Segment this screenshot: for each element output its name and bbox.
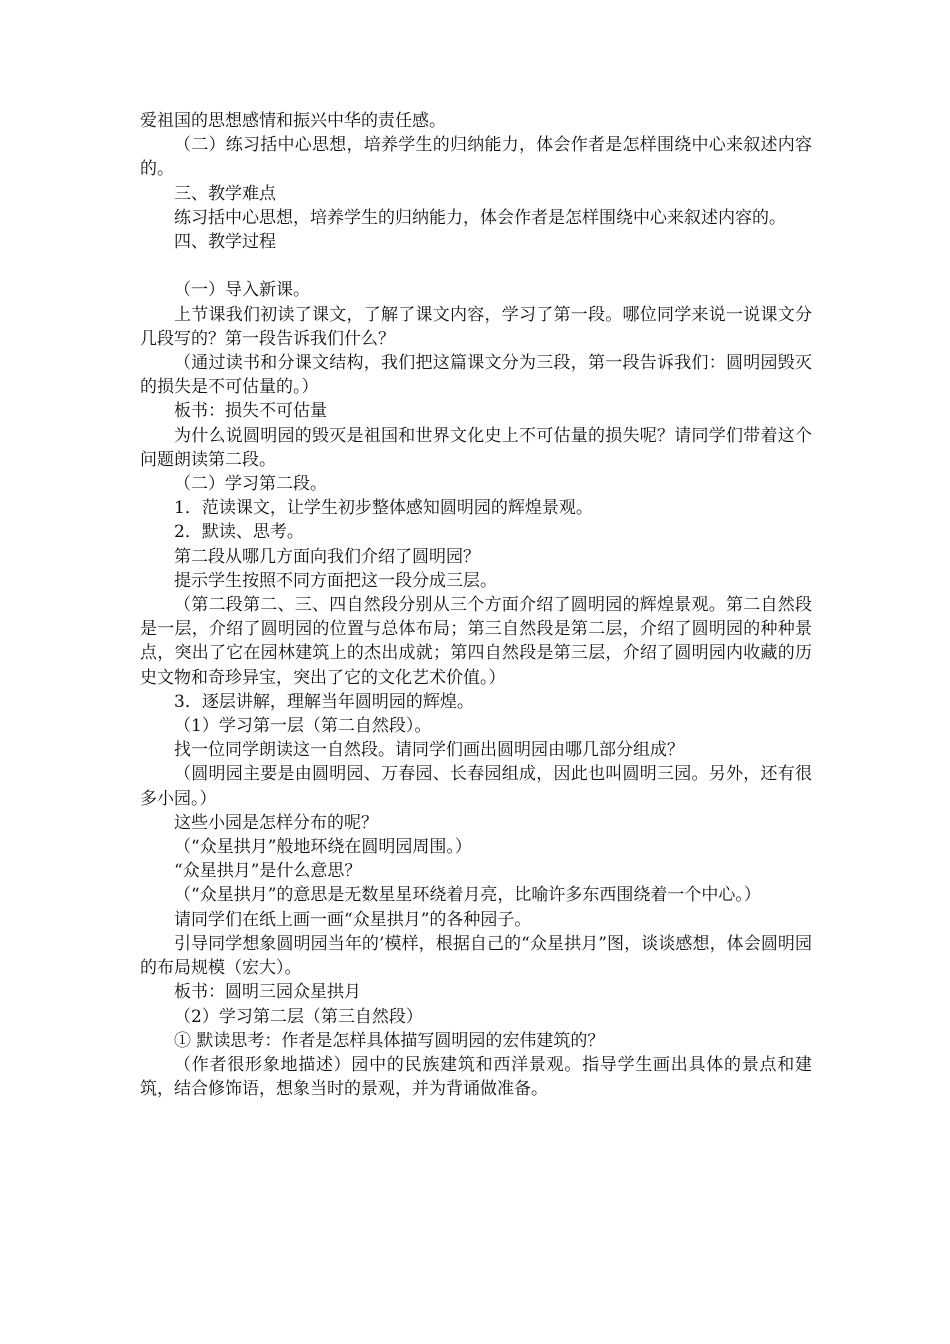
paragraph: （圆明园主要是由圆明园、万春园、长春园组成，因此也叫圆明三园。另外，还有很多小园。）: [140, 764, 812, 809]
paragraph: “众星拱月”是什么意思？: [174, 861, 362, 882]
document-page: [140, 109, 812, 1101]
paragraph: （二）学习第二段。: [174, 474, 327, 495]
paragraph: 3．逐层讲解，理解当年圆明园的辉煌。: [174, 691, 474, 712]
paragraph: （1）学习第一层（第二自然段）。: [174, 716, 432, 737]
paragraph: 爱祖国的思想感情和振兴中华的责任感。: [140, 111, 446, 131]
paragraph: ① 默读思考：作者是怎样具体描写圆明园的宏伟建筑的？: [174, 1030, 605, 1051]
paragraph: 引导同学想象圆明园当年的’模样，根据自己的“众星拱月”图，谈谈感想，体会圆明园的布局规模（宏大）。: [140, 933, 812, 979]
paragraph: （第二段第二、三、四自然段分别从三个方面介绍了圆明园的辉煌景观。第二自然段是一层，介绍了圆明园的位置与总体布局；第三自然段是第二层，介绍了圆明园的种种景点，突出了它在园林建筑上的杰出成就；第四自然段是第三层，介绍了圆明园内收藏的历史文物和奇珍异宝，突出了它的文化艺术价值。）: [140, 595, 812, 688]
paragraph: （作者很形象地描述）园中的民族建筑和西洋景观。指导学生画出具体的景点和建筑，结合修饰语，想象当时的景观，并为背诵做准备。: [140, 1054, 812, 1100]
paragraph: （2）学习第二层（第三自然段）: [174, 1006, 423, 1027]
paragraph: 找一位同学朗读这一自然段。请同学们画出圆明园由哪几部分组成？: [174, 740, 684, 761]
paragraph: 第二段从哪几方面向我们介绍了圆明园？: [174, 546, 480, 567]
paragraph: 请同学们在纸上画一画“众星拱月”的各种园子。: [174, 909, 532, 930]
paragraph: 练习括中心思想，培养学生的归纳能力，体会作者是怎样围绕中心来叙述内容的。: [174, 207, 786, 228]
paragraph: 板书：圆明三园众星拱月: [174, 982, 361, 1003]
paragraph: 四、教学过程: [174, 232, 276, 253]
paragraph: 这些小园是怎样分布的呢？: [174, 812, 378, 833]
paragraph: 为什么说圆明园的毁灭是祖国和世界文化史上不可估量的损失呢？请同学们带着这个问题朗读第二段。: [140, 425, 812, 470]
paragraph: （二）练习括中心思想，培养学生的归纳能力，体会作者是怎样围绕中心来叙述内容的。: [140, 135, 812, 180]
paragraph: 1．范读课文，让学生初步整体感知圆明园的辉煌景观。: [174, 498, 593, 519]
paragraph: （通过读书和分课文结构，我们把这篇课文分为三段，第一段告诉我们：圆明园毁灭的损失是不可估量的。）: [140, 353, 812, 398]
paragraph: 三、教学难点: [174, 183, 276, 204]
paragraph: （“众星拱月”的意思是无数星星环绕着月亮，比喻许多东西围绕着一个中心。）: [174, 885, 761, 906]
paragraph: （“众星拱月”般地环绕在圆明园周围。）: [174, 837, 472, 858]
blank-line: [140, 254, 812, 278]
paragraph: 提示学生按照不同方面把这一段分成三层。: [174, 570, 497, 591]
paragraph: 上节课我们初读了课文，了解了课文内容，学习了第一段。哪位同学来说一说课文分几段写的？第一段告诉我们什么？: [140, 304, 812, 349]
paragraph: 板书：损失不可估量: [174, 401, 327, 422]
paragraph: 2．默读、思考。: [174, 522, 304, 543]
paragraph: （一）导入新课。: [174, 280, 310, 301]
